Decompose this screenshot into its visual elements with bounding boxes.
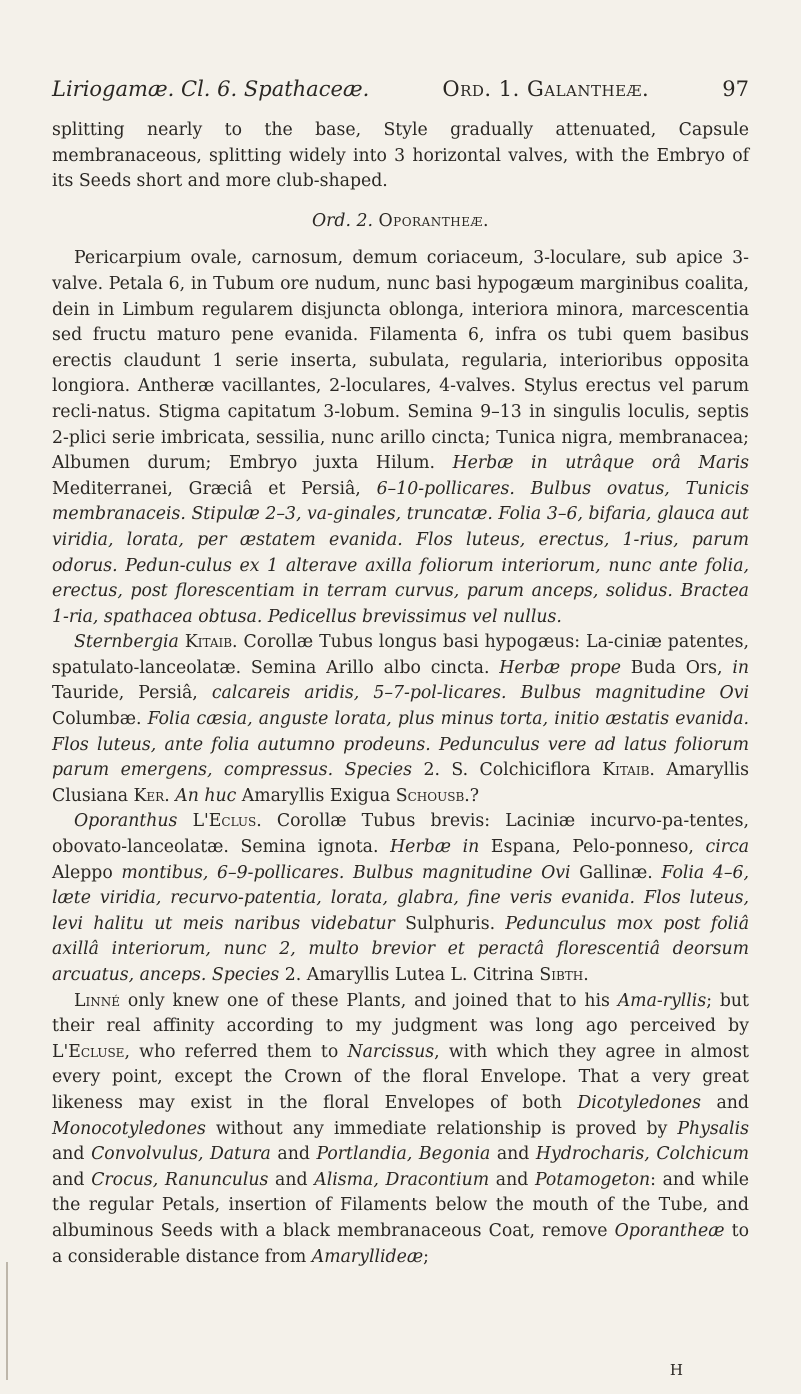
text-run: Tauride, Persiâ,: [52, 683, 212, 704]
text-run: and: [496, 1144, 536, 1165]
text-run: Folia cæsia, anguste lorata, plus minus torta, initio æstatis evanida. Flos luteus, ante folia autumno prodeuns. Pedunculus vere ad latus foliorum parum emergens, compressus. Species: [52, 709, 749, 781]
text-run: Physalis: [677, 1118, 749, 1139]
text-run: Kitaib.: [602, 760, 667, 781]
text-run: and: [277, 1144, 317, 1165]
text-run: and: [275, 1169, 315, 1190]
paragraph-intro: splitting nearly to the base, Style gradually attenuated, Capsule membranaceous, splitting widely into 3 horizontal valves, with the Embryo of its Seeds short and more club-shaped.: [52, 120, 749, 192]
paragraph-oporantheae: [52, 246, 749, 630]
text-run: Portlandia, Begonia: [316, 1144, 497, 1165]
text-run: ;: [423, 1246, 429, 1267]
order-heading-label: Ord. 2.: [312, 210, 373, 231]
text-run: Gallinæ.: [579, 862, 662, 883]
order-heading: [52, 209, 749, 235]
text-run: L'Eclus.: [192, 811, 277, 832]
text-run: in: [732, 657, 749, 678]
text-run: Monocotyledones: [52, 1118, 216, 1139]
page-number: 97: [722, 77, 749, 101]
text-run: 2. S. Colchiciflora: [423, 760, 603, 781]
text-run: Oporanthus: [74, 811, 193, 832]
text-run: Schousb.?: [395, 785, 480, 806]
text-run: without any immediate relationship is proved by: [215, 1118, 678, 1139]
text-run: Herbæ in utrâque orâ Maris: [452, 453, 749, 474]
text-run: Pericarpium ovale, carnosum, demum coriaceum, 3-loculare, sub apice 3-valve. Petala 6, in Tubum ore nudum, nunc basi hypogæum marginibus coalita, dein in Limbum regularem disjuncta oblonga, interiora minora, marcescentia sed fructu maturo pene evanida. Filamenta 6, infra os tubi quem basibus erectis claudunt 1 serie inserta, subulata, regularia, interioribus opposita longiora. Antheræ vacillantes, 2-loculares, 4-valves. Stylus erectus vel parum recli-natus. Stigma capitatum 3-lobum. Semina 9–13 in singulis loculis, septis 2-plici serie imbricata, sessilia, nunc arillo cincta; Tunica nigra, membranacea; Albumen durum; Embryo juxta Hilum.: [52, 248, 749, 474]
text-run: Pedunculus mox post foliâ axillâ interiorum, nunc 2, multo brevior et peractâ florescentiâ deorsum arcuatus, anceps. Species: [52, 913, 749, 985]
text-run: montibus, 6–9-pollicares. Bulbus magnitudine Ovi: [121, 862, 580, 883]
signature-mark: H: [669, 1361, 683, 1379]
running-head-order: Ord. 1. Galantheæ.: [442, 77, 650, 101]
order-heading-name: Oporantheæ.: [378, 210, 489, 231]
text-run: Hydrocharis, Colchicum: [535, 1144, 749, 1165]
text-run: Potamogeton: [534, 1169, 651, 1190]
text-run: to a considerable distance from: [52, 1220, 749, 1267]
text-run: Convolvulus, Datura: [91, 1144, 278, 1165]
text-run: Mediterranei, Græciâ et Persiâ,: [52, 478, 377, 499]
text-run: Dicotyledones: [577, 1092, 717, 1113]
text-run: Corollæ Tubus brevis: Laciniæ incurvo-pa-tentes, obovato-lanceolatæ. Semina ignota.: [52, 811, 750, 858]
paragraph-sternbergia: [52, 630, 749, 809]
text-run: : and while the regular Petals, insertion of Filaments below the mouth of the Tube, and albuminous Seeds with a black membranaceous Coat, remove: [52, 1169, 749, 1241]
text-run: 2. Amaryllis Lutea L. Citrina: [284, 965, 540, 985]
text-run: circa: [705, 837, 749, 858]
paragraph-oporanthus: [52, 809, 749, 988]
text-run: Buda Ors,: [630, 657, 733, 678]
text-run: Narcissus: [347, 1041, 435, 1062]
text-run: Folia 4–6, læte viridia, recurvo-patentia, lorata, glabra, fine veris evanida. Flos luteus, levi halitu ut meis naribus videbatur: [52, 862, 749, 934]
text-run: only knew one of these Plants, and joined that to his: [127, 990, 618, 1011]
text-run: and: [716, 1092, 749, 1113]
text-run: Linné: [74, 990, 128, 1011]
text-run: Amaryllideæ: [311, 1246, 424, 1267]
text-run: Kitaib.: [184, 632, 244, 653]
text-run: Crocus, Ranunculus: [91, 1169, 276, 1190]
text-run: An huc: [175, 785, 242, 806]
text-run: Sulphuris.: [405, 913, 506, 934]
running-head-title: Liriogamæ. Cl. 6. Spathaceæ.: [52, 77, 370, 101]
text-run: and: [52, 1169, 92, 1190]
text-run: Herbæ prope: [499, 657, 631, 678]
text-run: and: [495, 1169, 535, 1190]
running-head: [52, 76, 749, 102]
paragraph-linne: [52, 989, 749, 1271]
text-run: Alisma, Dracontium: [314, 1169, 496, 1190]
body-text: [52, 118, 749, 1270]
text-run: 6–10-pollicares. Bulbus ovatus, Tunicis membranaceis. Stipulæ 2–3, va-ginales, truncatæ. Folia 3–6, bifaria, glauca aut viridia, lorata, per æstatem evanida. Flos luteus, erectus, 1-rius, parum odorus. Pedun-culus ex 1 alterave axilla foliorum interiorum, nunc ante folia, erectus, post florescentiam in terram curvus, parum anceps, solidus. Bractea 1-ria, spathacea obtusa. Pedicellus brevissimus vel nullus.: [52, 478, 749, 627]
text-run: Sibth.: [539, 965, 589, 985]
text-run: Ama-ryllis: [617, 990, 707, 1011]
text-run: L'Ecluse: [52, 1041, 125, 1062]
page-edge-line: [6, 1262, 8, 1380]
text-run: Columbæ.: [52, 709, 148, 730]
text-run: Corollæ Tubus longus basi hypogæus: La-ciniæ patentes, spatulato-lanceolatæ. Semina Arillo albo cincta.: [52, 632, 749, 678]
text-run: Sternbergia: [74, 632, 185, 653]
text-run: , who referred them to: [124, 1041, 348, 1062]
text-run: , with which they agree in almost every point, except the Crown of the floral Envelope. That a very great likeness may exist in the floral Envelopes of both: [52, 1041, 749, 1113]
text-run: Ker.: [133, 785, 176, 806]
text-run: Espana, Pelo-ponneso,: [490, 837, 706, 858]
text-run: Amaryllis Clusiana: [52, 760, 749, 806]
text-run: Oporantheæ: [614, 1220, 732, 1241]
text-run: Herbæ in: [390, 837, 491, 858]
text-run: ; but their real affinity according to my judgment was long ago perceived by: [52, 990, 749, 1037]
text-run: Amaryllis Exigua: [241, 785, 396, 806]
text-run: and: [52, 1144, 92, 1165]
text-run: calcareis aridis, 5–7-pol-licares. Bulbus magnitudine Ovi: [211, 683, 749, 704]
text-run: Aleppo: [52, 862, 122, 883]
